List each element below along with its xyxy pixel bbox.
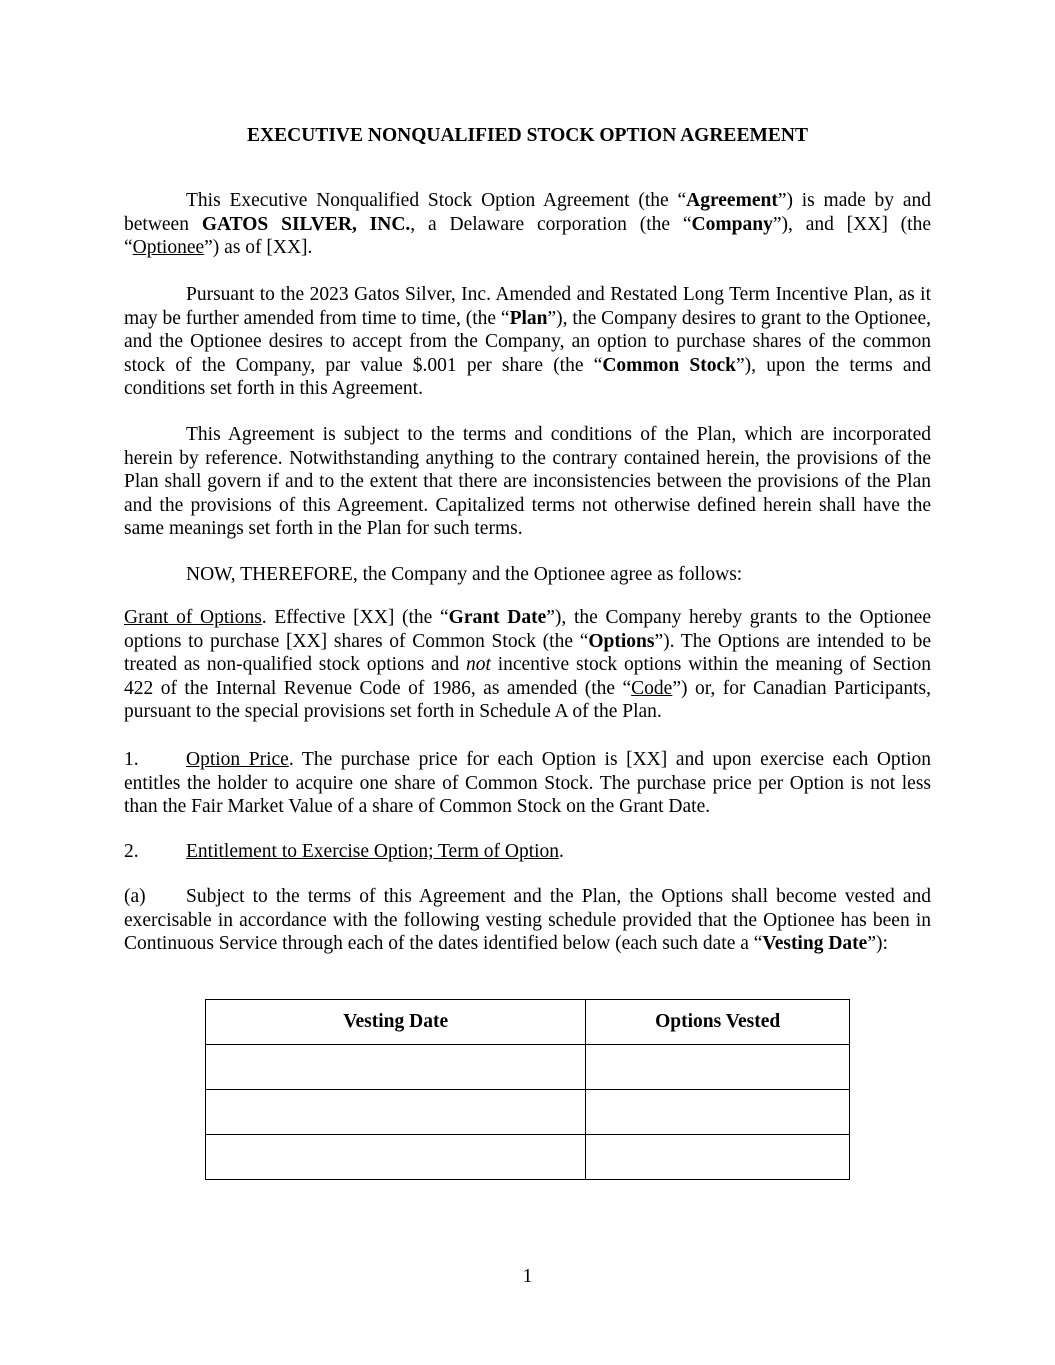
emphasis-not: not <box>465 654 491 676</box>
term-vesting-date: Vesting Date <box>762 933 868 955</box>
table-cell <box>586 1135 850 1180</box>
table-cell <box>586 1090 850 1135</box>
section-2a-paragraph: (a) Subject to the terms of this Agreement and the Plan, the Options shall become vested and exercisable in accordance with the following vesting schedule provided that the Optionee has been in Continuous Service through each of the dates identified below (each such date a “Vesting Date”): <box>124 886 931 955</box>
table-row <box>206 1045 850 1090</box>
term-company: Company <box>691 213 773 235</box>
term-plan: Plan <box>509 307 548 329</box>
table-row <box>206 1135 850 1180</box>
section-1-number: 1. <box>124 749 139 770</box>
term-optionee: Optionee <box>132 237 205 259</box>
section-2-number: 2. <box>124 841 139 862</box>
table-cell <box>206 1135 586 1180</box>
plan-terms-paragraph: This Agreement is subject to the terms and conditions of the Plan, which are incorporated herein by reference. Notwithstanding anything to the contrary contained herein, the provisions of the Plan shall govern if and to the extent that there are inconsistencies between the provisions of the Plan and the provisions of this Agreement. Capitalized terms not otherwise defined herein shall have the same meanings set forth in the Plan for such terms. <box>124 424 931 540</box>
page-number: 1 <box>522 1266 533 1287</box>
section-1-heading: Option Price <box>186 749 289 770</box>
column-header-vesting-date: Vesting Date <box>206 1000 586 1045</box>
document-title: EXECUTIVE NONQUALIFIED STOCK OPTION AGREEMENT <box>247 125 808 146</box>
section-2-heading-line: 2. Entitlement to Exercise Option; Term of Option. <box>124 841 564 862</box>
term-agreement: Agreement <box>686 190 778 211</box>
now-therefore-paragraph: NOW, THEREFORE, the Company and the Optionee agree as follows: <box>186 564 743 585</box>
section-2a-number: (a) <box>124 886 146 907</box>
vesting-schedule-table <box>205 999 850 1180</box>
grant-of-options-section: Grant of Options. Effective [XX] (the “Grant Date”), the Company hereby grants to the Optionee options to purchase [XX] shares of Common Stock (the “Options”). The Options are intended to be treated as non-qualified stock options and not incentive stock options within the meaning of Section 422 of the Internal Revenue Code of 1986, as amended (the “Code”) or, for Canadian Participants, pursuant to the special provisions set forth in Schedule A of the Plan. <box>124 607 931 723</box>
column-header-options-vested: Options Vested <box>586 1000 850 1045</box>
table-header-row <box>206 1000 850 1045</box>
grant-heading: Grant of Options <box>124 607 262 628</box>
pursuant-paragraph: Pursuant to the 2023 Gatos Silver, Inc. Amended and Restated Long Term Incentive Plan, as it may be further amended from time to time, (the “Plan”), the Company desires to grant to the Optionee, and the Optionee desires to accept from the Company, an option to purchase shares of the common stock of the Company, par value $.001 per share (the “Common Stock”), upon the terms and conditions set forth in this Agreement. <box>124 284 931 400</box>
term-code: Code <box>631 677 673 699</box>
term-grant-date: Grant Date <box>448 607 547 628</box>
table-cell <box>206 1045 586 1090</box>
intro-paragraph: This Executive Nonqualified Stock Option Agreement (the “Agreement”) is made by and between GATOS SILVER, INC., a Delaware corporation (the “Company”), and [XX] (the “Optionee”) as of [XX]. <box>124 190 931 259</box>
term-common-stock: Common Stock <box>602 354 736 376</box>
table-row <box>206 1090 850 1135</box>
table-cell <box>586 1045 850 1090</box>
company-name: GATOS SILVER, INC. <box>201 213 411 235</box>
section-1-option-price: 1. Option Price. The purchase price for each Option is [XX] and upon exercise each Option entitles the holder to acquire one share of Common Stock. The purchase price per Option is not less than the Fair Market Value of a share of Common Stock on the Grant Date. <box>124 749 932 818</box>
section-2-heading: Entitlement to Exercise Option; Term of Option <box>186 841 560 862</box>
term-options: Options <box>588 630 655 652</box>
table-cell <box>206 1090 586 1135</box>
